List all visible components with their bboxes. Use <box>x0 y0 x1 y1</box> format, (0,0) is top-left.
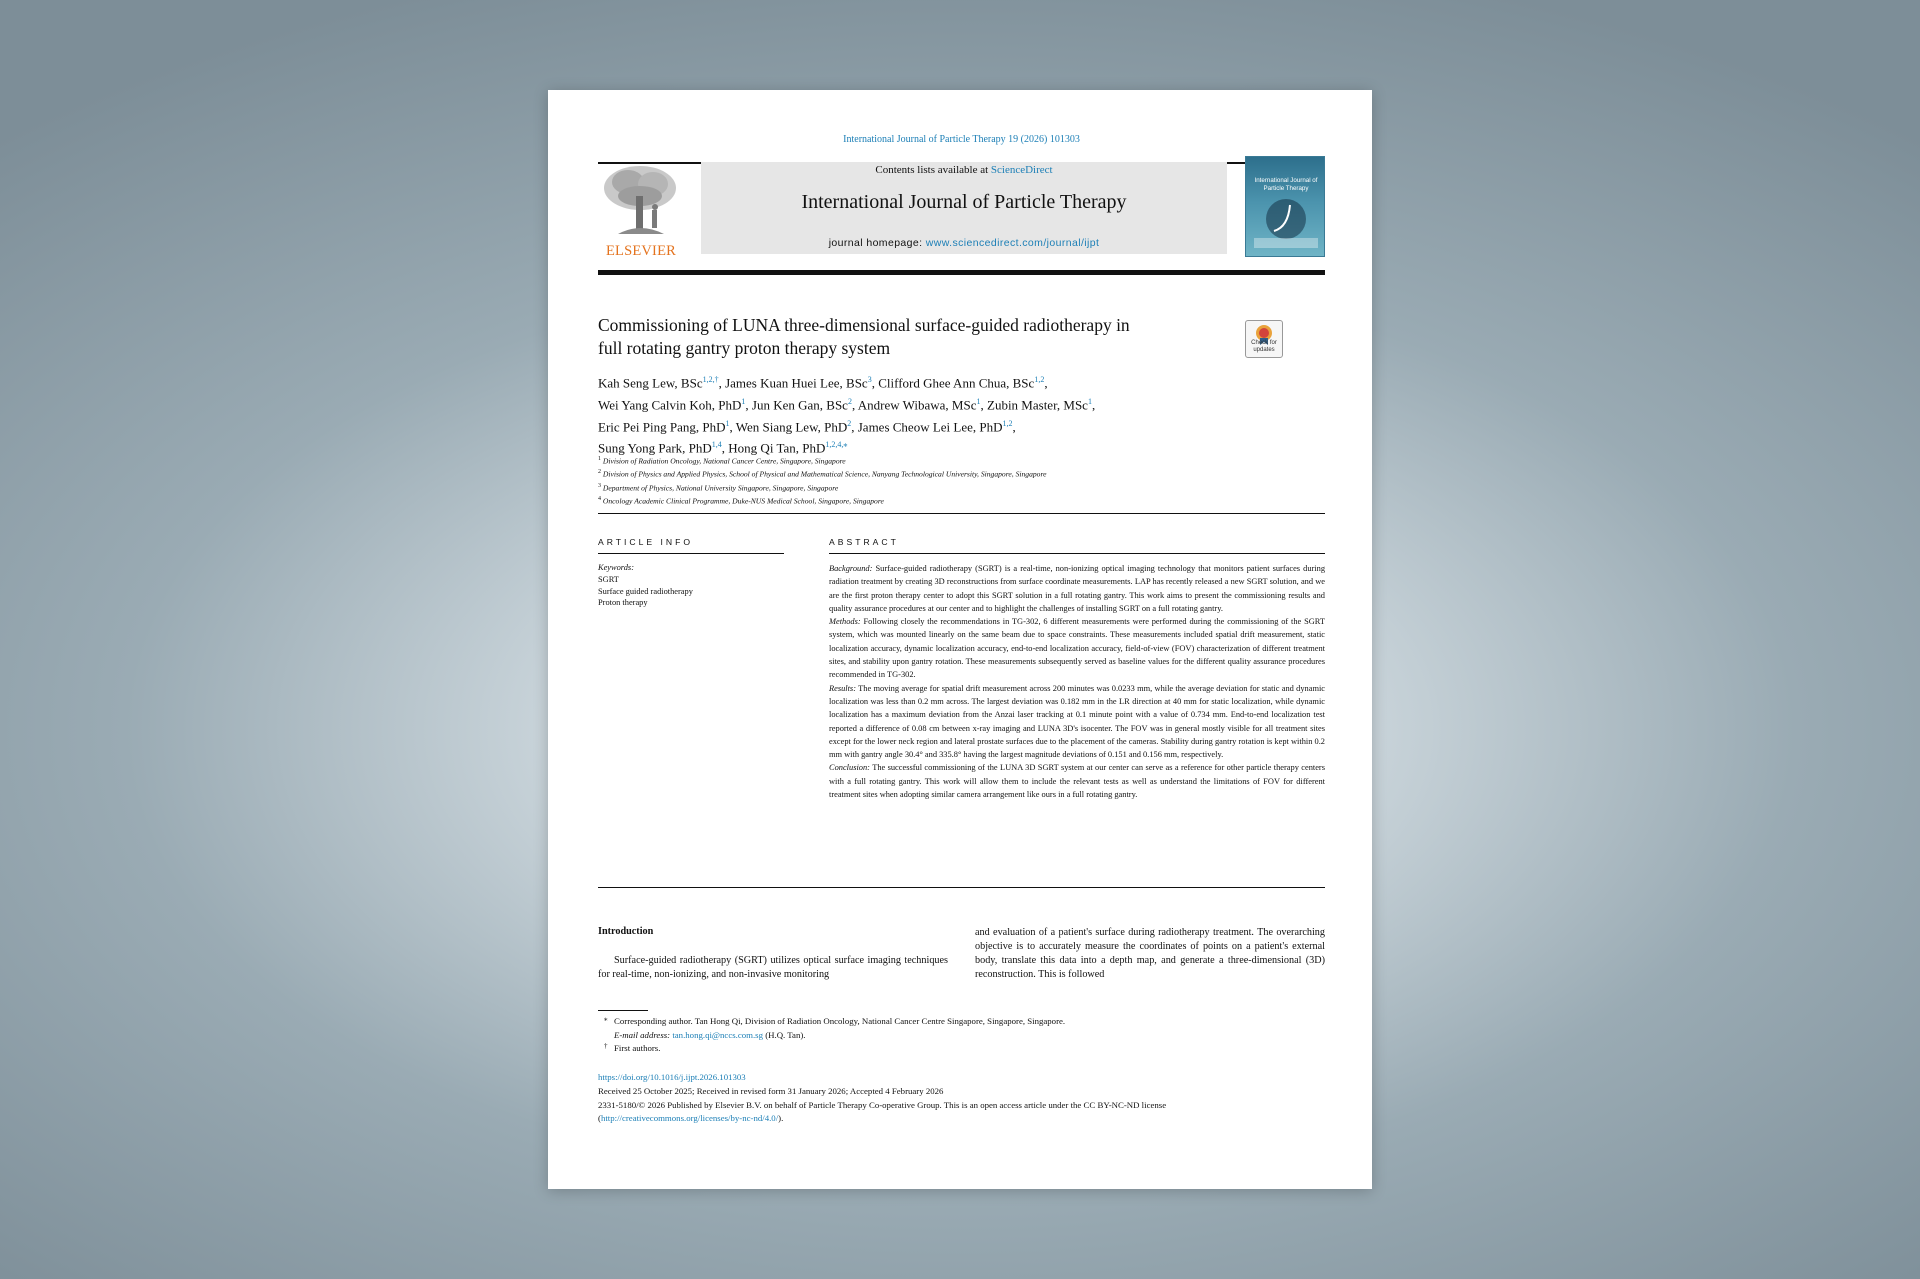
header-rule-bottom <box>598 270 1325 275</box>
author[interactable]: Clifford Ghee Ann Chua, BSc <box>878 375 1035 391</box>
author[interactable]: James Kuan Huei Lee, BSc <box>725 375 868 391</box>
affiliation-text: Oncology Academic Clinical Programme, Duke-NUS Medical School, Singapore, Singapore <box>602 496 884 506</box>
intro-right-column: and evaluation of a patient's surface during radiotherapy treatment. The overarching objective is to accurately measure the coordinates of points on a patient's external body, translate this data into a depth map, and generate a three-dimensional (3D) reconstruction. This is followed <box>975 927 1325 980</box>
author[interactable]: James Cheow Lei Lee, PhD <box>857 418 1003 434</box>
author-affil-ref[interactable]: 1 <box>976 396 981 406</box>
keyword: Surface guided radiotherapy <box>598 586 693 596</box>
first-authors-text: First authors. <box>614 1043 661 1054</box>
affiliation <box>598 481 1325 494</box>
introduction-heading: Introduction <box>598 926 654 937</box>
footnotes <box>598 1015 1325 1056</box>
keywords-label: Keywords: <box>598 563 634 572</box>
author-sep: , <box>721 440 729 456</box>
author[interactable]: Andrew Wibawa, MSc <box>857 397 977 413</box>
conclusion-label: Conclusion: <box>829 763 870 773</box>
abstract-rule <box>829 553 1325 554</box>
author-sep: , <box>980 397 987 413</box>
title-line-2: full rotating gantry proton therapy system <box>598 338 891 358</box>
author-sep: , <box>729 418 736 434</box>
affiliation-num: 1 <box>598 456 601 462</box>
author-list <box>598 371 1325 458</box>
author[interactable]: Wen Siang Lew, PhD <box>735 418 848 434</box>
footnote-mark: † <box>604 1042 608 1051</box>
affiliation-text: Department of Physics, National University Singapore, Singapore, Singapore <box>602 483 839 493</box>
affiliation <box>598 454 1325 467</box>
results-label: Results: <box>829 683 856 693</box>
contents-prefix: Contents lists available at <box>875 164 991 176</box>
corresponding-author-text: Corresponding author. Tan Hong Qi, Division of Radiation Oncology, National Cancer Centre Singapore, Singapore, Singapore. <box>614 1016 1066 1026</box>
homepage-link[interactable]: www.sciencedirect.com/journal/ijpt <box>925 237 1100 249</box>
author-sep: , <box>871 375 879 391</box>
author-sep: , <box>1091 397 1096 413</box>
author[interactable]: Sung Yong Park, PhD <box>598 440 712 456</box>
author-affil-ref[interactable]: 1 <box>725 418 730 428</box>
author[interactable]: Zubin Master, MSc <box>987 397 1088 413</box>
homepage-prefix: journal homepage: <box>828 237 926 249</box>
author[interactable]: Kah Seng Lew, BSc <box>598 375 703 391</box>
conclusion-text: The successful commissioning of the LUNA 3D SGRT system at our center can serve as a reference for other particle therapy centers with a full rotating gantry. This work will allow them to include the relevant tests as well as understand the limitations of FOV for different treatment sites when adopting similar camera arrangement like ours in a full rotating gantry. <box>829 763 1325 800</box>
keywords-block <box>598 562 784 609</box>
check-for-updates-button[interactable] <box>1245 320 1283 358</box>
footnote-rule <box>598 1010 648 1011</box>
publisher-name: ELSEVIER <box>605 243 677 259</box>
author-sep: , <box>745 397 752 413</box>
author-affil-ref[interactable]: 1,2,† <box>702 375 719 384</box>
email-label: E-mail address: <box>614 1029 671 1040</box>
author-sep: , <box>718 375 726 391</box>
affiliation-num: 3 <box>598 482 601 489</box>
author-affil-ref[interactable]: 1 <box>1087 396 1092 406</box>
intro-left-column: Surface-guided radiotherapy (SGRT) utilizes optical surface imaging techniques for real-time, non-ionizing, and non-invasive monitoring <box>598 955 948 980</box>
affiliation-rule <box>598 513 1325 514</box>
received-dates: Received 25 October 2025; Received in revised form 31 January 2026; Accepted 4 February 2026 <box>598 1085 944 1096</box>
author-sep: , <box>1044 375 1048 391</box>
author-affil-ref[interactable]: 2 <box>847 418 852 428</box>
title-line-1: Commissioning of LUNA three-dimensional surface-guided radiotherapy in <box>598 315 1130 335</box>
methods-text: Following closely the recommendations in TG-302, 6 different measurements were performed during the commissioning of the SGRT system, which was mounted linearly on the same beam due to space constraints. These measurements included spatial drift measurement, static localization accuracy, dynamic localization accuracy, end-to-end localization accuracy, field-of-view (FOV) characterization of different treatment sites, and stability upon gantry rotation. These measurements subsequently served as baseline values for the different quality assurance procedures recommended in TG-302. <box>829 617 1326 680</box>
author-affil-ref[interactable]: 3 <box>867 375 872 384</box>
affiliation-num: 4 <box>598 495 601 502</box>
running-head[interactable]: International Journal of Particle Therapy 19 (2026) 101303 <box>843 134 1080 145</box>
check-updates-label: Check for updates <box>1251 340 1277 353</box>
affiliation <box>598 467 1325 480</box>
abstract-results <box>829 682 1325 762</box>
affiliation-num: 2 <box>598 469 601 476</box>
abstract-conclusion <box>829 761 1325 801</box>
background-text: Surface-guided radiotherapy (SGRT) is a real-time, non-ionizing optical imaging technology that monitors patient surfaces during radiation treatment by creating 3D reconstructions from surface coordinate measurements. LAP has recently released a new SGRT solution, and we are the first proton therapy center to adopt this SGRT solution in a full rotating gantry. This work aims to present the commissioning results and quality assurance procedures at our center and to highlight the challenges of installing SGRT on a full rotating gantry. <box>829 564 1326 613</box>
abstract-heading: ABSTRACT <box>829 537 899 547</box>
journal-cover-thumbnail[interactable] <box>1245 156 1325 257</box>
affiliation-list <box>598 454 1325 507</box>
author-affil-ref[interactable]: 2 <box>847 396 852 406</box>
email-suffix: (H.Q. Tan). <box>763 1029 806 1040</box>
results-text: The moving average for spatial drift measurement across 200 minutes was 0.0233 mm, while the average deviation for static and dynamic localization was less than 0.2 mm across. The largest deviation was 0.182 mm in the LR direction at 40 mm for static localization, while dynamic localization has a maximum deviation from the Anzai laser tracking at 0.1 minute point with a value of 0.734 mm. End-to-end localization test reported a difference of 0.08 cm between x-ray imaging and LUNA 3D's isocenter. The FOV was in general mostly visible for all treatment sites except for the lower neck region and lateral prostate surfaces due to the placement of the cameras. Stability during gantry rotation is kept within 0.2 mm with gantry angle 30.4° and 335.8° having the largest magnitude deviations of 0.151 and 0.156 mm, respectively. <box>829 683 1325 760</box>
abstract-body <box>829 562 1325 801</box>
author-sep: , <box>1012 418 1016 434</box>
author-affil-ref[interactable]: 1,4 <box>711 440 722 450</box>
email-note <box>598 1029 1325 1043</box>
author[interactable]: Jun Ken Gan, BSc <box>751 397 848 413</box>
license-link-line: (http://creativecommons.org/licenses/by-nc-nd/4.0/). <box>598 1113 784 1124</box>
abstract-background <box>829 562 1325 615</box>
journal-homepage <box>701 237 1227 249</box>
journal-title: International Journal of Particle Therapy <box>801 191 1127 213</box>
abstract-end-rule <box>598 887 1325 888</box>
journal-masthead <box>598 156 1325 258</box>
corresponding-author-note <box>598 1015 1325 1029</box>
abstract-methods <box>829 615 1325 681</box>
cover-title: International Journal of Particle Therapy <box>1254 177 1318 192</box>
cover-graphic-icon <box>1264 197 1308 241</box>
article-page <box>548 90 1372 1189</box>
license-link[interactable]: http://creativecommons.org/licenses/by-nc-nd/4.0/ <box>600 1113 779 1124</box>
keyword: Proton therapy <box>598 598 648 608</box>
article-info-heading: ARTICLE INFO <box>598 537 694 547</box>
email-link[interactable]: tan.hong.qi@nccs.com.sg <box>672 1029 764 1040</box>
author[interactable]: Eric Pei Ping Pang, PhD <box>598 418 726 434</box>
author-affil-ref[interactable]: 1,2 <box>1034 375 1045 384</box>
elsevier-logo[interactable] <box>598 162 682 259</box>
article-title <box>598 314 1238 360</box>
contents-available <box>701 164 1227 176</box>
license-close: ). <box>778 1113 784 1124</box>
cover-footer <box>1254 238 1318 248</box>
footnote-mark: ⁎ <box>604 1015 608 1023</box>
publication-info <box>598 1071 1325 1126</box>
sciencedirect-link[interactable]: ScienceDirect <box>990 164 1053 176</box>
affiliation-text: Division of Radiation Oncology, National Cancer Centre, Singapore, Singapore <box>602 456 846 466</box>
license-text: 2331-5180/© 2026 Published by Elsevier B.V. on behalf of Particle Therapy Co-operative Group. This is an open access article under the CC BY-NC-ND license <box>598 1099 1167 1110</box>
methods-label: Methods: <box>829 617 861 627</box>
author-affil-ref[interactable]: 1,2 <box>1002 418 1013 428</box>
affiliation <box>598 494 1325 507</box>
article-info-rule <box>598 553 784 554</box>
author-affil-ref[interactable]: 1 <box>741 396 746 406</box>
affiliation-text: Division of Physics and Applied Physics, School of Physical and Mathematical Science, Nanyang Technological University, Singapore, Singapore <box>602 469 1047 479</box>
doi-link[interactable]: https://doi.org/10.1016/j.ijpt.2026.101303 <box>598 1072 746 1082</box>
background-label: Background: <box>829 564 873 573</box>
author[interactable]: Wei Yang Calvin Koh, PhD <box>598 397 742 413</box>
keyword: SGRT <box>598 574 619 584</box>
elsevier-tree-icon <box>598 162 682 242</box>
first-authors-note <box>598 1042 1325 1056</box>
author-affil-ref[interactable]: 1,2,4,⁎ <box>825 440 848 450</box>
author-sep: , <box>851 418 858 434</box>
masthead-box <box>701 162 1227 254</box>
author[interactable]: Hong Qi Tan, PhD <box>728 440 826 456</box>
author-sep: , <box>851 397 858 413</box>
